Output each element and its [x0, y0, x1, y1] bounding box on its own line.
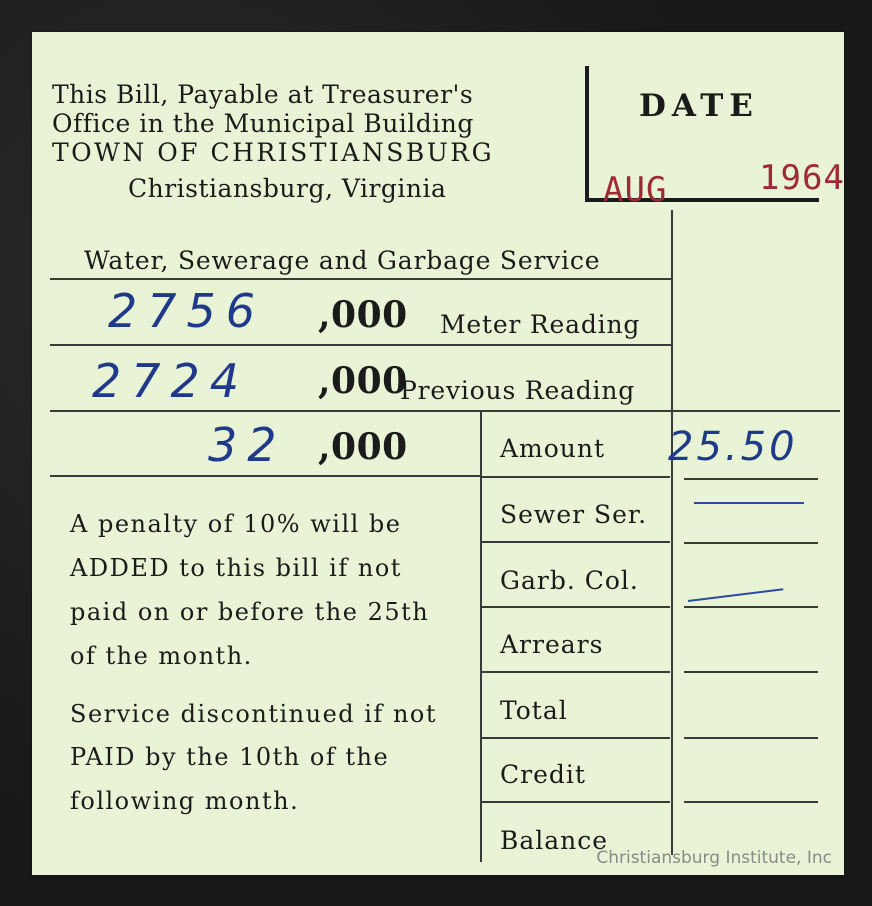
header-town: TOWN OF CHRISTIANSBURG — [52, 138, 495, 167]
rule-arrears — [480, 671, 670, 673]
usage-handwritten: 32 — [208, 418, 287, 472]
meter-reading-handwritten: 2756 — [108, 284, 266, 338]
charge-label-amount: Amount — [500, 434, 606, 463]
discontinue-line-1: Service discontinued if not — [70, 700, 437, 728]
rule-previous — [50, 410, 840, 412]
date-stamp-year: 1964 — [759, 158, 845, 198]
charge-label-total: Total — [500, 696, 568, 725]
usage-suffix: ,000 — [318, 426, 408, 468]
rule-amount — [480, 476, 670, 478]
rule-total — [480, 737, 670, 739]
date-stamp-month: AUG — [603, 170, 668, 210]
rule-arrears-right — [684, 671, 818, 673]
header-line-1: This Bill, Payable at Treasurer's — [52, 80, 474, 109]
rule-garbage-right — [684, 606, 818, 608]
meter-reading-suffix: ,000 — [318, 294, 408, 336]
charge-label-balance: Balance — [500, 826, 609, 855]
charge-label-garbage: Garb. Col. — [500, 566, 639, 595]
garbage-dash-mark — [688, 588, 784, 602]
charge-label-credit: Credit — [500, 760, 586, 789]
date-box — [585, 66, 845, 210]
discontinue-line-2: PAID by the 10th of the — [70, 743, 390, 771]
rule-sewer — [480, 541, 670, 543]
rule-total-right — [684, 737, 818, 739]
watermark: Christiansburg Institute, Inc — [596, 848, 832, 868]
discontinue-line-3: following month. — [70, 787, 300, 815]
rule-meter — [50, 344, 672, 346]
right-column-rule — [671, 210, 673, 855]
penalty-line-2: ADDED to this bill if not — [70, 554, 402, 582]
previous-reading-label: Previous Reading — [400, 376, 636, 405]
date-title: DATE — [639, 88, 759, 124]
rule-amount-right — [684, 478, 818, 480]
charge-value-amount: 25.50 — [668, 424, 798, 470]
middle-column-rule — [480, 412, 482, 862]
service-title: Water, Sewerage and Garbage Service — [84, 246, 601, 275]
charge-label-arrears: Arrears — [500, 630, 604, 659]
sewer-dash-mark — [694, 502, 804, 504]
rule-sewer-right — [684, 542, 818, 544]
header-location: Christiansburg, Virginia — [128, 174, 447, 203]
penalty-line-4: of the month. — [70, 642, 253, 670]
previous-reading-suffix: ,000 — [318, 360, 408, 402]
rule-garbage — [480, 606, 670, 608]
previous-reading-handwritten: 2724 — [92, 354, 250, 408]
rule-service — [50, 278, 672, 280]
utility-bill — [32, 32, 844, 875]
rule-credit — [480, 801, 670, 803]
charge-label-sewer: Sewer Ser. — [500, 500, 648, 529]
rule-credit-right — [684, 801, 818, 803]
header-line-2: Office in the Municipal Building — [52, 109, 474, 138]
penalty-line-3: paid on or before the 25th — [70, 598, 430, 626]
rule-usage — [50, 475, 480, 477]
meter-reading-label: Meter Reading — [440, 310, 641, 339]
penalty-line-1: A penalty of 10% will be — [70, 510, 402, 538]
